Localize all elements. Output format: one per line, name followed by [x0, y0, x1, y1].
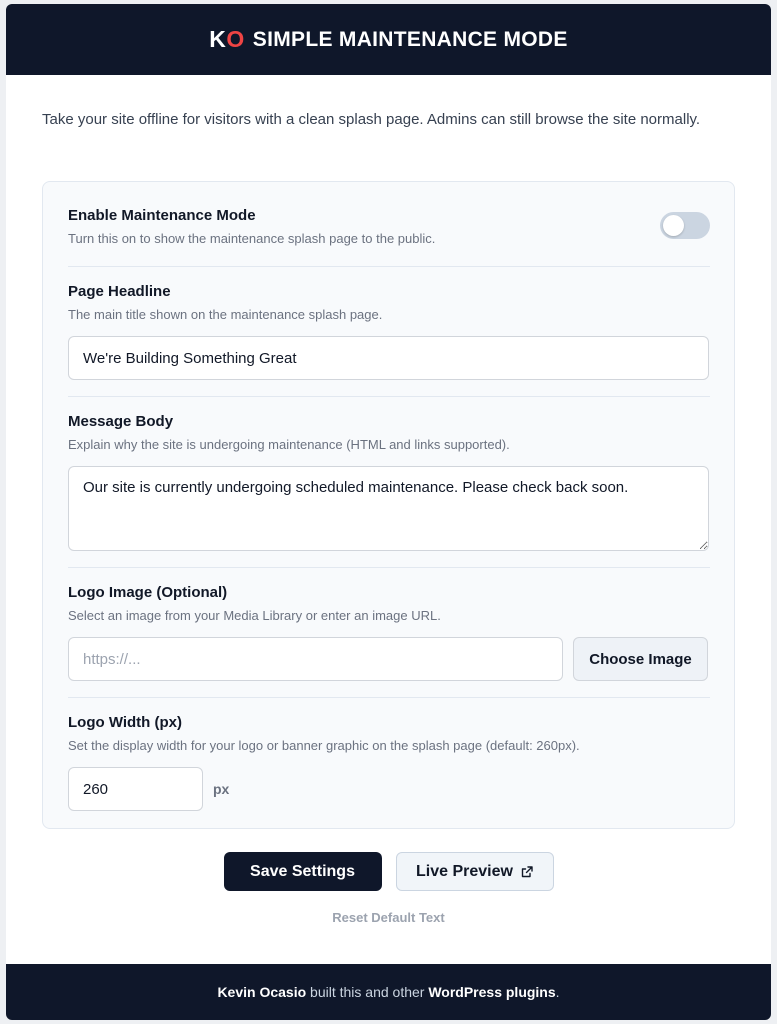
- external-link-icon: [521, 866, 533, 878]
- live-preview-label: Live Preview: [416, 862, 513, 880]
- headline-input[interactable]: [68, 336, 709, 380]
- logo-width-help: Set the display width for your logo or banner graphic on the splash page (default: 260px).: [68, 738, 580, 753]
- divider: [68, 396, 710, 397]
- divider: [68, 697, 710, 698]
- footer: [6, 964, 771, 1020]
- logo-width-label: Logo Width (px): [68, 714, 182, 731]
- logo-row: [68, 637, 710, 681]
- enable-help: Turn this on to show the maintenance splash page to the public.: [68, 231, 436, 246]
- toggle-knob: [663, 215, 684, 236]
- author-name: Kevin Ocasio: [217, 984, 307, 1000]
- ko-logo: KO: [209, 26, 245, 52]
- choose-image-button[interactable]: Choose Image: [573, 637, 708, 681]
- unit-label: px: [213, 781, 230, 797]
- logo-width-field: [68, 713, 710, 811]
- message-textarea[interactable]: [68, 466, 709, 551]
- divider: [68, 266, 710, 267]
- action-bar: [6, 852, 771, 891]
- settings-panel: [42, 181, 735, 829]
- footer-text: Kevin Ocasio built this and other WordPress plugins.: [217, 984, 560, 1000]
- app-title: SIMPLE MAINTENANCE MODE: [252, 27, 568, 51]
- reset-default-text-link[interactable]: Reset Default Text: [332, 910, 445, 925]
- message-label: Message Body: [68, 413, 174, 430]
- wordpress-plugins-link[interactable]: WordPress plugins: [428, 984, 556, 1000]
- message-help: Explain why the site is undergoing maintenance (HTML and links supported).: [68, 437, 510, 452]
- divider: [68, 567, 710, 568]
- intro-text: Take your site offline for visitors with a clean splash page. Admins can still browse the site normally.: [42, 111, 701, 128]
- logo-width-input[interactable]: [68, 767, 203, 811]
- maintenance-toggle[interactable]: [660, 212, 710, 239]
- logo-url-input[interactable]: [68, 637, 563, 681]
- headline-label: Page Headline: [68, 283, 171, 300]
- plugin-settings-page: [6, 4, 771, 1020]
- brand: [209, 26, 567, 53]
- logo-help: Select an image from your Media Library or enter an image URL.: [68, 608, 441, 623]
- logo-label: Logo Image (Optional): [68, 584, 228, 601]
- headline-help: The main title shown on the maintenance splash page.: [68, 307, 383, 322]
- message-field: [68, 412, 710, 551]
- enable-field: [68, 206, 710, 248]
- logo-width-row: [68, 767, 710, 811]
- live-preview-button[interactable]: [396, 852, 554, 891]
- app-header: [6, 4, 771, 75]
- logo-field: [68, 583, 710, 681]
- headline-field: [68, 282, 710, 380]
- enable-label: Enable Maintenance Mode: [68, 207, 256, 224]
- save-settings-button[interactable]: Save Settings: [224, 852, 382, 891]
